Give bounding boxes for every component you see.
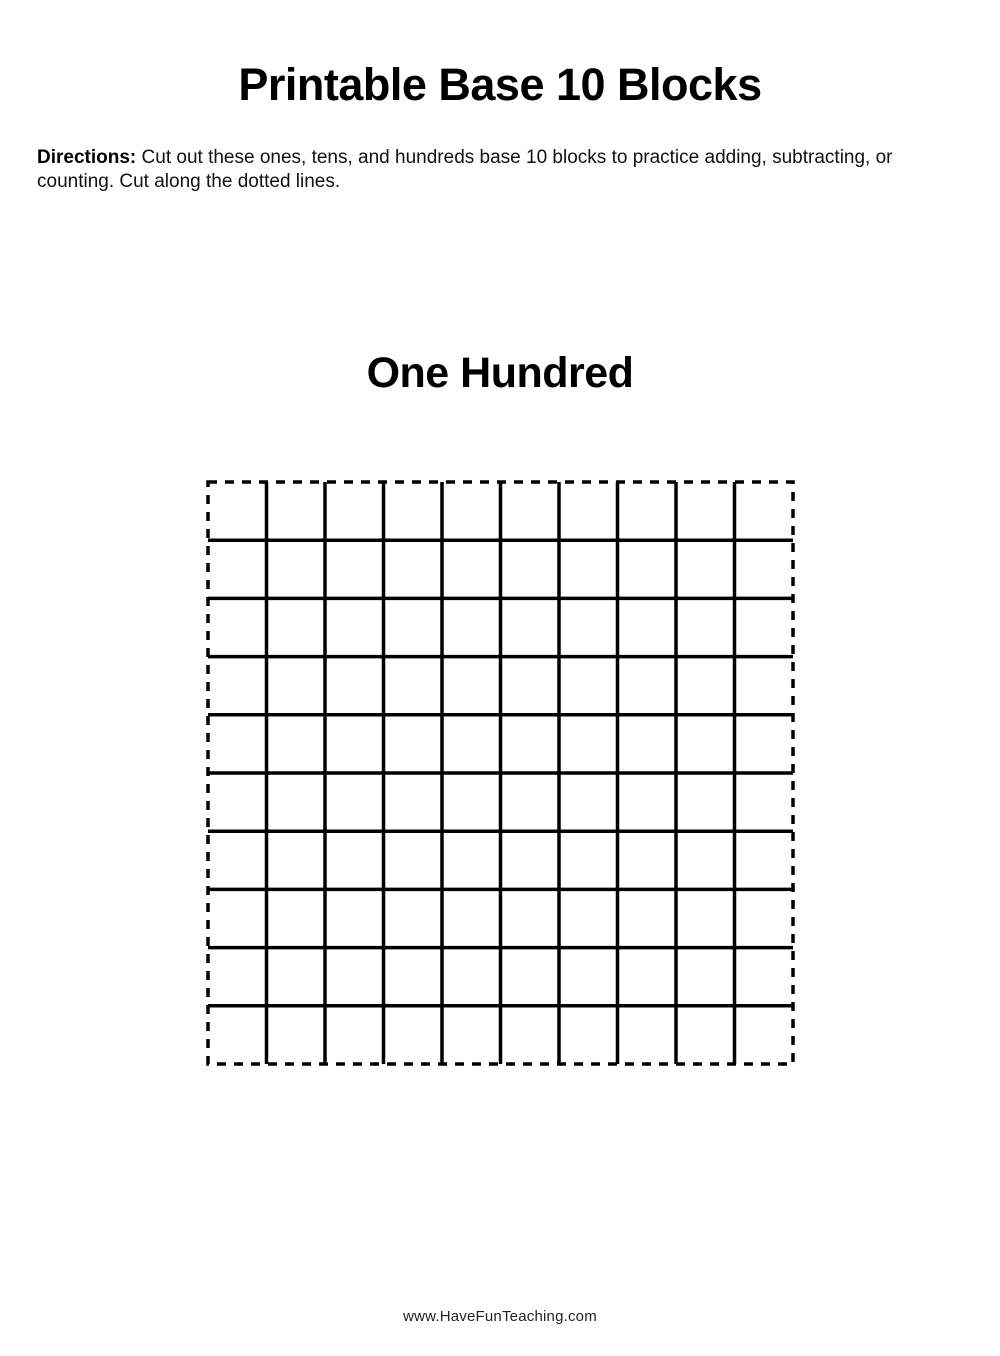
directions <box>37 146 957 195</box>
directions-text: Cut out these ones, tens, and hundreds base 10 blocks to practice adding, subtracting, or counting. Cut along the dotted lines. <box>37 146 893 193</box>
worksheet-page <box>0 59 1000 1356</box>
hundred-block <box>0 480 1000 1066</box>
footer-url: www.HaveFunTeaching.com <box>403 1308 597 1325</box>
directions-label: Directions: <box>37 146 137 168</box>
hundred-block-grid <box>206 480 795 1066</box>
page-title: Printable Base 10 Blocks <box>238 59 762 110</box>
block-label-one-hundred: One Hundred <box>366 348 634 397</box>
